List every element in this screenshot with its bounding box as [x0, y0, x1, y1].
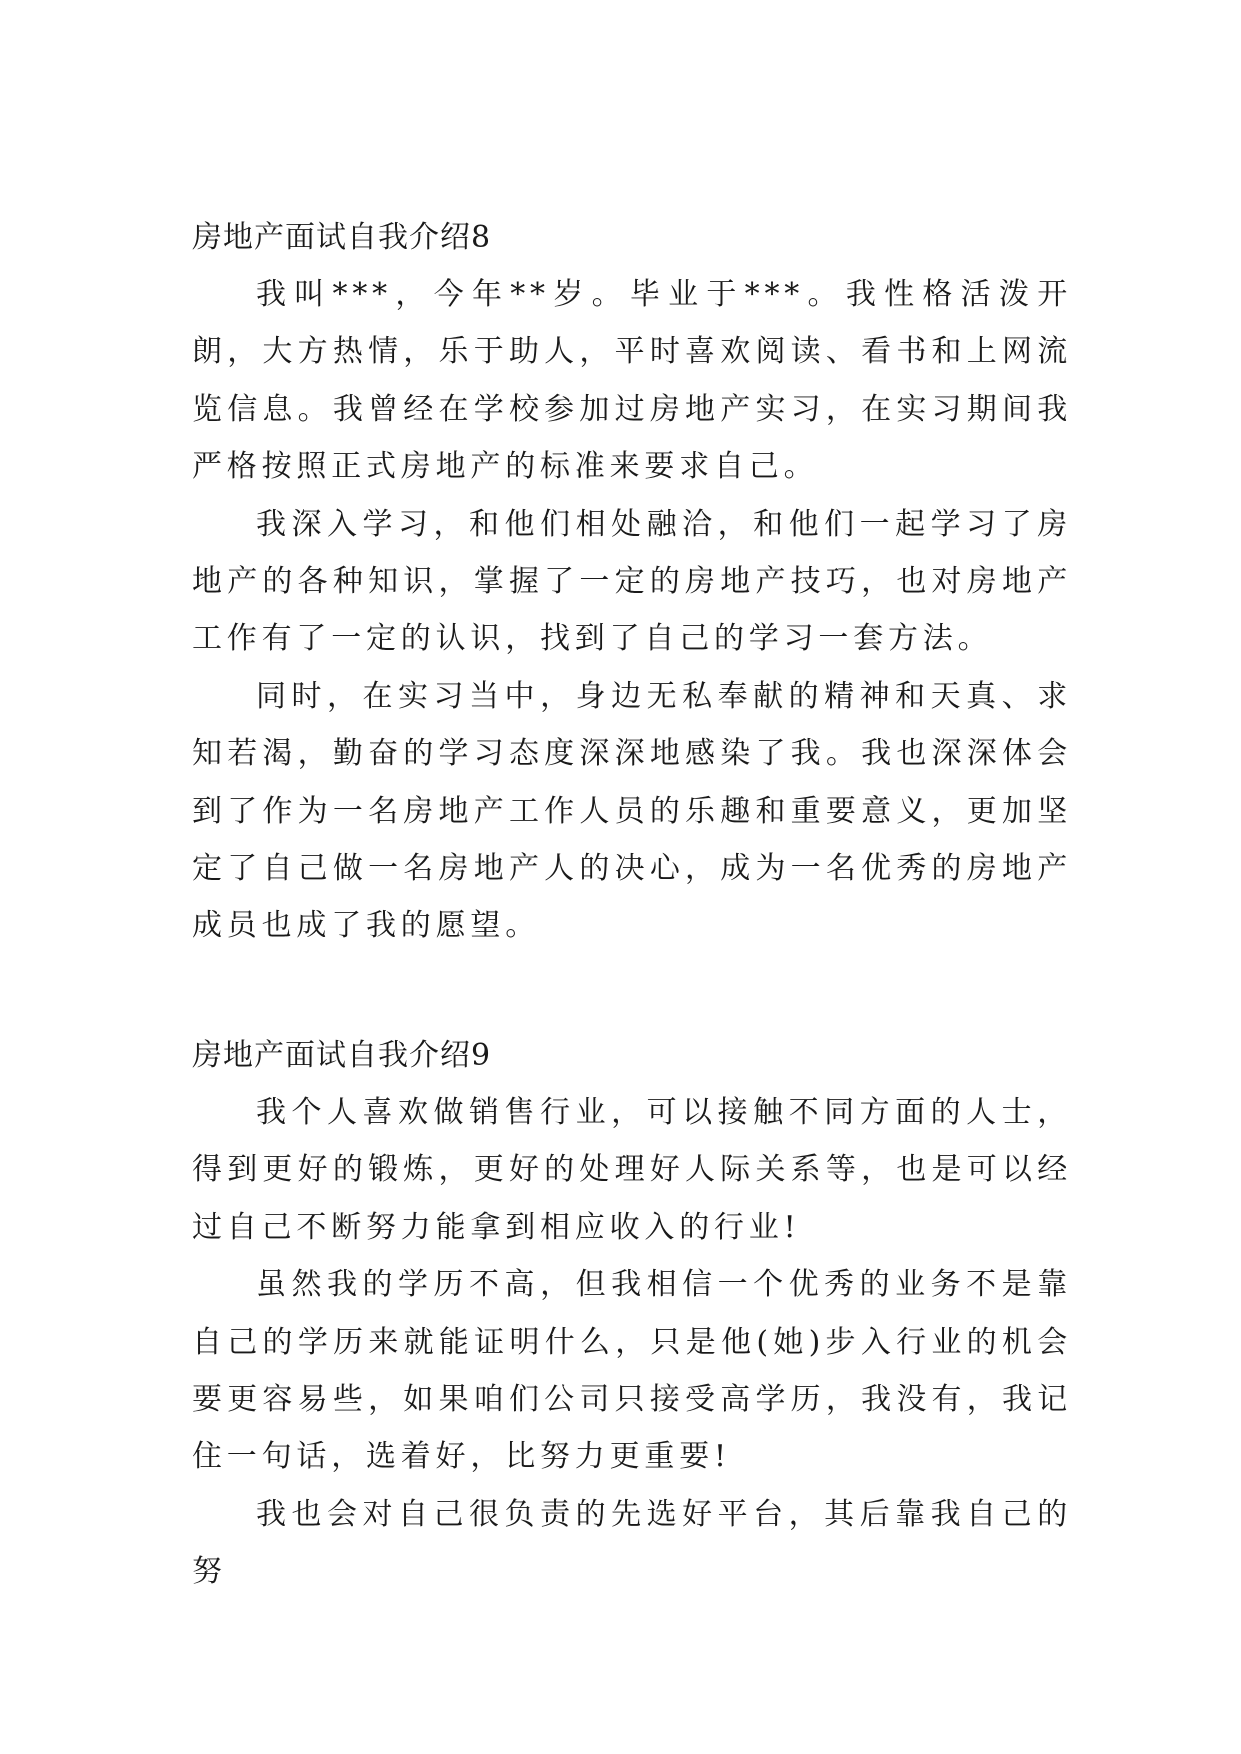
section-intro-9: [192, 1036, 1072, 1601]
paragraph: 我深入学习，和他们相处融洽，和他们一起学习了房地产的各种知识，掌握了一定的房地产技巧，也对房地产工作有了一定的认识，找到了自己的学习一套方法。: [192, 506, 1072, 657]
paragraph: 我个人喜欢做销售行业，可以接触不同方面的人士，得到更好的锻炼，更好的处理好人际关系等，也是可以经过自己不断努力能拿到相应收入的行业!: [192, 1095, 1072, 1245]
section-heading: 房地产面试自我介绍8: [192, 220, 492, 255]
paragraph: 同时，在实习当中，身边无私奉献的精神和天真、求知若渴，勤奋的学习态度深深地感染了我。我也深深体会到了作为一名房地产工作人员的乐趣和重要意义，更加坚定了自己做一名房地产人的决心，成为一名优秀的房地产成员也成了我的愿望。: [192, 678, 1072, 944]
section-intro-8: [192, 218, 1072, 955]
paragraph: 虽然我的学历不高，但我相信一个优秀的业务不是靠自己的学历来就能证明什么，只是他(她)步入行业的机会要更容易些，如果咱们公司只接受高学历，我没有，我记住一句话，选着好，比努力更重要!: [192, 1267, 1072, 1475]
section-heading: 房地产面试自我介绍9: [192, 1038, 492, 1073]
paragraph: 我叫***，今年**岁。毕业于***。我性格活泼开朗，大方热情，乐于助人，平时喜欢阅读、看书和上网流览信息。我曾经在学校参加过房地产实习，在实习期间我严格按照正式房地产的标准来要求自己。: [192, 277, 1072, 485]
paragraph: 我也会对自己很负责的先选好平台，其后靠我自己的努: [192, 1496, 1072, 1590]
